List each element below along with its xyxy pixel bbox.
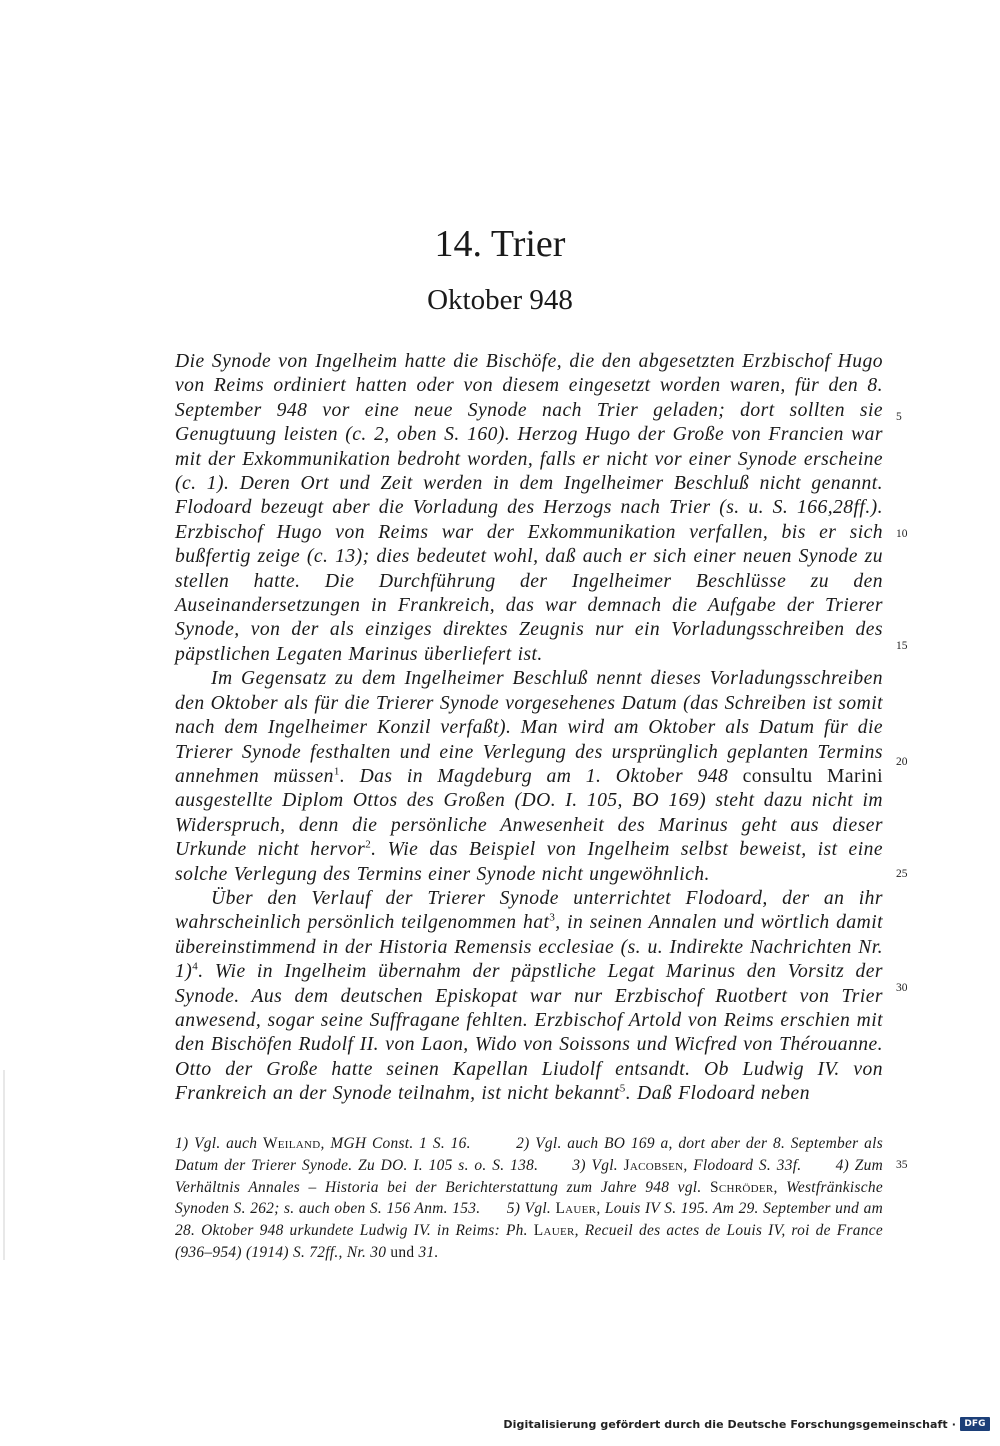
- footnote-4: 4) Zum Verhältnis Annales – Historia bei der Berichterstattung zum Jahre 948 vgl. Schröder, Westfränkische Synoden S. 262; s. auch oben S. 156 Anm. 153.: [175, 1156, 883, 1218]
- line-number: 15: [896, 640, 908, 652]
- paragraph-2: Im Gegensatz zu dem Ingelheimer Beschluß nennt dieses Vorladungsschreiben den Oktober als für die Trierer Synode vorgesehenes Datum (das Schreiben ist somit nach dem Ingelheimer Konzil verfaßt). Man wird am Oktober als Datum für die Trierer Synode festhalten und eine Verlegung des ursprünglich geplanten Termins annehmen müssen$^1$. Das in Magdeburg am 1. Oktober 948 consultu Marini ausgestellte Diplom Ottos des Großen (DO. I. 105, BO 169) steht dazu nicht im Widerspruch, denn die persönliche Anwesenheit des Marinus geht aus dieser Urkunde nicht hervor$^2$. Wie das Beispiel von Ingelheim selbst beweist, ist eine solche Verlegung des Termins einer Synode nicht ungewöhnlich.: [175, 668, 883, 885]
- line-number: 20: [896, 756, 908, 768]
- paragraph-3: Über den Verlauf der Trierer Synode unterrichtet Flodoard, der an ihr wahrscheinlich persönlich teilgenommen hat$^3$, in seinen Annalen und wörtlich damit übereinstimmend in der Historia Remensis ecclesiae (s. u. Indirekte Nachrichten Nr. 1)$^4$. Wie in Ingelheim übernahm der päpstliche Legat Marinus den Vorsitz der Synode. Aus dem deutschen Episkopat war nur Erzbischof Ruotbert von Trier anwesend, sogar seine Suffragane fehlten. Erzbischof Artold von Reims erschien mit den Bischöfen Rudolf II. von Laon, Wido von Soissons und Wicfred von Thérouanne. Otto der Große hatte seinen Kapellan Liudolf entsandt. Ob Ludwig IV. von Frankreich an der Synode teilnahm, ist nicht bekannt$^5$. Daß Flodoard neben: [175, 887, 883, 1105]
- footnote-2: 2) Vgl. auch BO 169 a, dort aber der 8. September als Datum der Trierer Synode. Zu DO. I. 105 s. o. S. 138.: [175, 1135, 883, 1174]
- footnote-ref-1[interactable]: 1: [333, 765, 340, 778]
- paragraph-1: Die Synode von Ingelheim hatte die Bischöfe, die den abgesetzten Erzbischof Hugo von Reims ordiniert hatten oder von diesem eingesetzt worden waren, für den 8. September 948 vor eine neue Synode nach Trier geladen; dort sollten sie Genugtuung leisten (c. 2, oben S. 160). Herzog Hugo der Große von Francien war mit der Exkommunikation bedroht worden, falls er nicht vor einer Synode erscheine (c. 1). Deren Ort und Zeit werden in dem Ingelheimer Beschluß nicht genannt. Flodoard bezeugt aber die Vorladung des Herzogs nach Trier (s. u. S. 166,28ff.). Erzbischof Hugo von Reims war der Exkommunikation verfallen, bis er sich bußfertig zeige (c. 13); dies bedeutet wohl, daß auch er sich einer neuen Synode zu stellen hatte. Die Durchführung der Ingelheimer Beschlüsse zu den Auseinandersetzungen in Frankreich, das war demnach die Aufgabe der Trierer Synode, von der als einziges direktes Zeugnis nur ein Vorladungsschreiben des päpstlichen Legaten Marinus überliefert ist.: [175, 351, 883, 665]
- footnote-ref-2[interactable]: 2: [365, 838, 372, 851]
- body-text: [175, 350, 883, 1107]
- line-number: 30: [896, 982, 908, 994]
- footnote-1: 1) Vgl. auch Weiland, MGH Const. 1 S. 16.: [175, 1135, 471, 1152]
- credit-text: Digitalisierung gefördert durch die Deutsche Forschungsgemeinschaft ·: [503, 1417, 956, 1431]
- line-number: 35: [896, 1159, 908, 1171]
- footnote-3: 3) Vgl. Jacobsen, Flodoard S. 33f.: [572, 1156, 802, 1174]
- scan-edge-mark: [3, 1070, 5, 1260]
- page-title: 14. Trier: [434, 223, 566, 265]
- page-subtitle: Oktober 948: [427, 284, 573, 316]
- footnote-5: 5) Vgl. Lauer, Louis IV S. 195. Am 29. September und am 28. Oktober 948 urkundete Ludwig IV. in Reims: Ph. Lauer, Recueil des actes de Louis IV, roi de France (936–954) (1914) S. 72ff., Nr. 30 und 31.: [175, 1200, 883, 1261]
- footnote-ref-5[interactable]: 5: [619, 1082, 626, 1095]
- footnotes: [175, 1133, 883, 1264]
- footnote-ref-4[interactable]: 4: [192, 960, 199, 973]
- line-number: 5: [896, 411, 902, 423]
- footnote-ref-3[interactable]: 3: [549, 911, 556, 924]
- dfg-logo-icon: DFG: [960, 1417, 990, 1431]
- digitization-credit: [503, 1414, 990, 1434]
- line-number: 25: [896, 868, 908, 880]
- line-number: 10: [896, 528, 908, 540]
